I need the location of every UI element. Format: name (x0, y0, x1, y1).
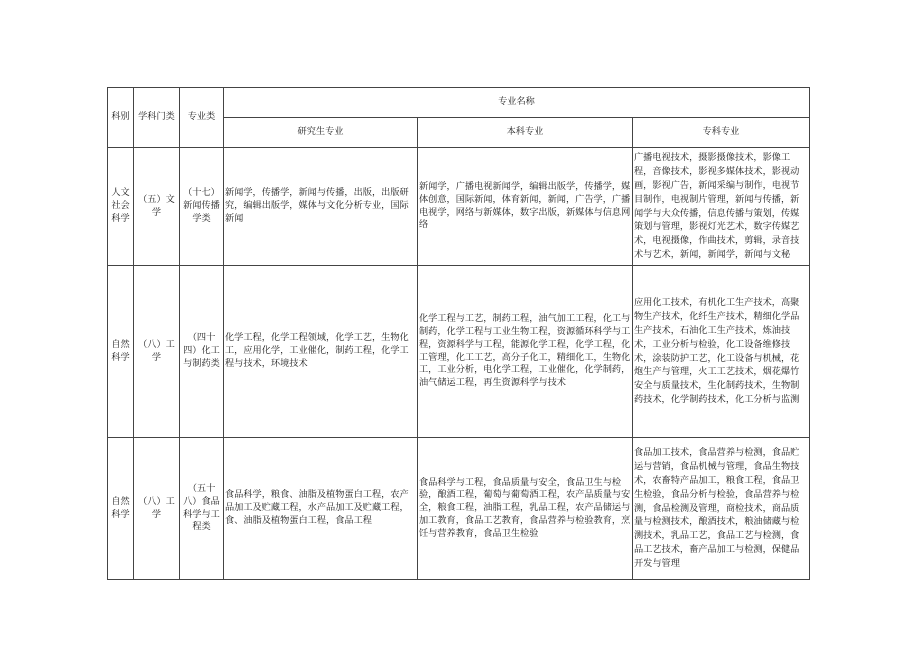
cell-undergrad: 食品科学与工程，食品质量与安全，食品卫生与检验，酿酒工程，葡萄与葡萄酒工程，农产品质量与安全，粮食工程，油脂工程，乳品工程，农产品储运与加工教育，食品工艺教育，食品营养与检验教育，烹饪与营养教育，食品卫生检验 (418, 438, 633, 580)
cell-graduate: 化学工程，化学工程领域，化学工艺，生物化工，应用化学，工业催化，制药工程，化学工程与技术，环境技术 (224, 266, 418, 438)
cell-undergrad: 新闻学，广播电视新闻学，编辑出版学，传播学，媒体创意，国际新闻，体育新闻，新闻，广告学，广播电视学，网络与新媒体，数字出版，新媒体与信息网络 (418, 148, 633, 266)
cell-category: （八）工学 (134, 266, 180, 438)
cell-subject: 自然科学 (108, 438, 134, 580)
cell-graduate: 新闻学，传播学，新闻与传播，出版，出版研究，编辑出版学，媒体与文化分析专业，国际新闻 (224, 148, 418, 266)
cell-vocational: 应用化工技术，有机化工生产技术，高聚物生产技术，化纤生产技术，精细化学品生产技术，石油化工生产技术，炼油技术，工业分析与检验，化工设备维修技术，涂装防护工艺，化工设备与机械，花炮生产与管理，火工工艺技术，烟花爆竹安全与质量技术，生化制药技术，生物制药技术，化学制药技术，化工分析与监测 (633, 266, 810, 438)
table-row (108, 148, 810, 266)
cell-undergrad: 化学工程与工艺，制药工程，油气加工工程，化工与制药，化学工程与工业生物工程，资源循环科学与工程，资源科学与工程，能源化学工程，化学工程，化工管理，化工工艺，高分子化工，精细化工，生物化工，工业分析，电化学工程，工业催化，化学制药，油气储运工程，再生资源科学与技术 (418, 266, 633, 438)
header-vocational: 专科专业 (633, 118, 810, 148)
cell-category: （五）文学 (134, 148, 180, 266)
header-undergrad: 本科专业 (418, 118, 633, 148)
header-major-name: 专业名称 (224, 88, 810, 118)
header-subject: 科别 (108, 88, 134, 148)
cell-category: （八）工学 (134, 438, 180, 580)
cell-vocational: 广播电视技术，摄影摄像技术，影像工程，音像技术，影视多媒体技术，影视动画，影视广告，新闻采编与制作，电视节目制作，电视制片管理，新闻与传播，新闻学与大众传播，信息传播与策划，传媒策划与管理，影视灯光艺术，数字传媒艺术，电视摄像，作曲技术，剪辑，录音技术与艺术，新闻，新闻学，新闻与文秘 (633, 148, 810, 266)
cell-major-class: （四十四）化工与制药类 (180, 266, 224, 438)
cell-vocational: 食品加工技术，食品营养与检测，食品贮运与营销，食品机械与管理，食品生物技术，农畜特产品加工，粮食工程，食品卫生检验，食品分析与检验，食品营养与检测，食品检测及管理，商检技术，商品质量与检测技术，酿酒技术，粮油储藏与检测技术，乳品工艺，食品工艺与检测，食品工艺技术，畜产品加工与检测，保健品开发与管理 (633, 438, 810, 580)
header-category: 学科门类 (134, 88, 180, 148)
header-graduate: 研究生专业 (224, 118, 418, 148)
cell-major-class: （五十八）食品科学与工程类 (180, 438, 224, 580)
cell-major-class: （十七）新闻传播学类 (180, 148, 224, 266)
cell-subject: 人文社会科学 (108, 148, 134, 266)
table-row (108, 266, 810, 438)
header-major-class: 专业类 (180, 88, 224, 148)
table-row (108, 438, 810, 580)
cell-graduate: 食品科学，粮食、油脂及植物蛋白工程，农产品加工及贮藏工程，水产品加工及贮藏工程，食、油脂及植物蛋白工程，食品工程 (224, 438, 418, 580)
cell-subject: 自然科学 (108, 266, 134, 438)
header-row-top (108, 88, 810, 118)
major-catalog-table (107, 87, 810, 580)
